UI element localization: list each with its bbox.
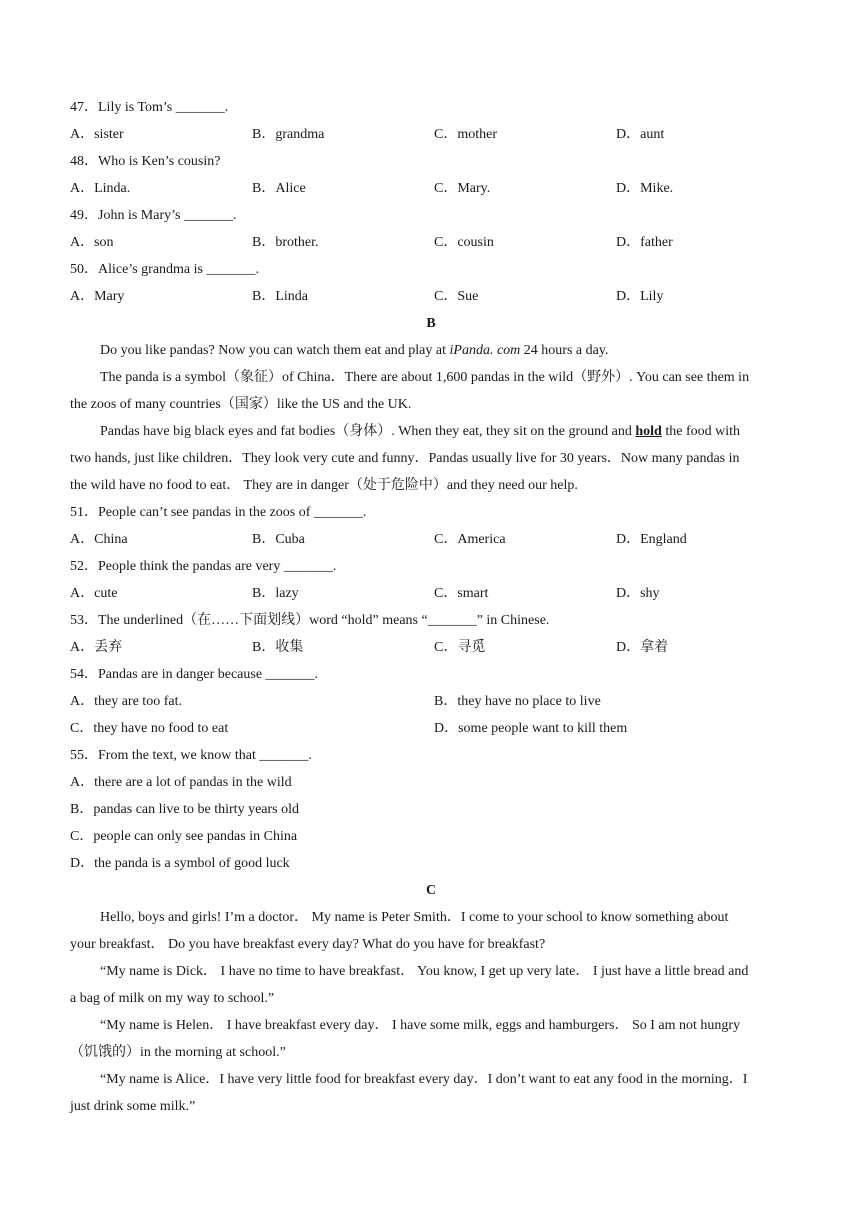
- option-c[interactable]: C．America: [434, 532, 506, 547]
- section-b-paragraph-3-line-3: the wild have no food to eat． They are in danger（处于危险中）and they need our help.: [70, 478, 578, 493]
- option-b[interactable]: B．pandas can live to be thirty years old: [70, 802, 299, 817]
- website-name: iPanda. com: [449, 343, 521, 358]
- paragraph-text: 24 hours a day.: [520, 343, 609, 358]
- option-b[interactable]: B．Cuba: [252, 532, 305, 547]
- option-b[interactable]: B．收集: [252, 640, 304, 655]
- question-48: [70, 148, 792, 202]
- section-b-paragraph-1: [70, 337, 792, 364]
- option-c[interactable]: C．mother: [434, 127, 497, 142]
- option-a[interactable]: A．China: [70, 532, 128, 547]
- option-b[interactable]: B．grandma: [252, 127, 325, 142]
- option-a[interactable]: A．there are a lot of pandas in the wild: [70, 775, 292, 790]
- option-d[interactable]: D．shy: [616, 586, 660, 601]
- option-b[interactable]: B．Alice: [252, 181, 306, 196]
- section-c-paragraph-2-line-1: “My name is Dick． I have no time to have breakfast． You know, I get up very late． I just have a little bread and: [100, 964, 749, 979]
- question-55: [70, 742, 792, 877]
- option-b[interactable]: B．brother.: [252, 235, 319, 250]
- paragraph-text: Pandas have big black eyes and fat bodies（身体）. When they eat, they sit on the ground and: [100, 424, 636, 439]
- option-d[interactable]: D．the panda is a symbol of good luck: [70, 856, 290, 871]
- option-row: [70, 526, 792, 553]
- question-50: [70, 256, 792, 310]
- option-d[interactable]: D．Lily: [616, 289, 664, 304]
- section-c-paragraph-4-line-1: “My name is Alice．I have very little food for breakfast every day．I don’t want to eat any food in the morning．I: [100, 1072, 748, 1087]
- option-a[interactable]: A．sister: [70, 127, 124, 142]
- section-c-paragraph-3-line-1: “My name is Helen． I have breakfast every day． I have some milk, eggs and hamburgers． So I am not hungry: [100, 1018, 741, 1033]
- option-row: [70, 688, 792, 715]
- paragraph-text: the food with: [661, 424, 740, 439]
- section-b-paragraph-3-line-1: [70, 418, 792, 445]
- option-b[interactable]: B．lazy: [252, 586, 299, 601]
- option-d[interactable]: D．some people want to kill them: [434, 721, 628, 736]
- underlined-word-hold: hold: [635, 424, 662, 439]
- question-stem: 50．Alice’s grandma is _______.: [70, 262, 259, 277]
- option-row: [70, 715, 792, 742]
- option-a[interactable]: A．they are too fat.: [70, 694, 182, 709]
- document-page: [70, 94, 792, 1120]
- option-b[interactable]: B．they have no place to live: [434, 694, 601, 709]
- option-a[interactable]: A．Linda.: [70, 181, 131, 196]
- question-stem: 48．Who is Ken’s cousin?: [70, 154, 221, 169]
- section-c-paragraph-3-line-2: （饥饿的）in the morning at school.”: [70, 1045, 286, 1060]
- section-c-paragraph-2-line-2: a bag of milk on my way to school.”: [70, 991, 275, 1006]
- option-c[interactable]: C．Mary.: [434, 181, 491, 196]
- question-51: [70, 499, 792, 553]
- question-stem: 51．People can’t see pandas in the zoos of _______.: [70, 505, 367, 520]
- question-47: [70, 94, 792, 148]
- section-b-paragraph-2-line-2: the zoos of many countries（国家）like the US and the UK.: [70, 397, 412, 412]
- option-a[interactable]: A．丢弃: [70, 640, 123, 655]
- option-row: [70, 121, 792, 148]
- option-a[interactable]: A．son: [70, 235, 114, 250]
- question-53: [70, 607, 792, 661]
- option-d[interactable]: D．Mike.: [616, 181, 674, 196]
- option-d[interactable]: D．father: [616, 235, 673, 250]
- option-d[interactable]: D．拿着: [616, 640, 669, 655]
- section-c-heading: C: [425, 883, 437, 898]
- option-row: [70, 175, 792, 202]
- option-d[interactable]: D．England: [616, 532, 687, 547]
- option-c[interactable]: C．people can only see pandas in China: [70, 829, 298, 844]
- question-stem: 52．People think the pandas are very _______.: [70, 559, 337, 574]
- question-52: [70, 553, 792, 607]
- option-row: [70, 634, 792, 661]
- option-a[interactable]: A．cute: [70, 586, 118, 601]
- section-b-paragraph-3-line-2: two hands, just like children．They look very cute and funny．Pandas usually live for 30 years．Now many pandas in: [70, 451, 740, 466]
- section-c-paragraph-1-line-1: Hello, boys and girls! I’m a doctor． My name is Peter Smith．I come to your school to know something about: [100, 910, 729, 925]
- option-row: [70, 580, 792, 607]
- option-b[interactable]: B．Linda: [252, 289, 308, 304]
- option-a[interactable]: A．Mary: [70, 289, 125, 304]
- section-b-heading: B: [426, 316, 436, 331]
- option-row: [70, 229, 792, 256]
- section-c-paragraph-4-line-2: just drink some milk.”: [70, 1099, 196, 1114]
- option-c[interactable]: C．they have no food to eat: [70, 721, 229, 736]
- question-stem: 47．Lily is Tom’s _______.: [70, 100, 229, 115]
- option-c[interactable]: C．cousin: [434, 235, 494, 250]
- question-stem: 49．John is Mary’s _______.: [70, 208, 237, 223]
- paragraph-text: Do you like pandas? Now you can watch them eat and play at: [100, 343, 450, 358]
- option-c[interactable]: C．寻觅: [434, 640, 486, 655]
- question-54: [70, 661, 792, 742]
- option-c[interactable]: C．Sue: [434, 289, 479, 304]
- question-49: [70, 202, 792, 256]
- section-c-paragraph-1-line-2: your breakfast． Do you have breakfast every day? What do you have for breakfast?: [70, 937, 546, 952]
- option-row: [70, 283, 792, 310]
- option-d[interactable]: D．aunt: [616, 127, 665, 142]
- question-stem: 54．Pandas are in danger because _______.: [70, 667, 319, 682]
- section-b-paragraph-2-line-1: The panda is a symbol（象征）of China．There are about 1,600 pandas in the wild（野外）. You can see them in: [100, 370, 750, 385]
- question-stem: 55．From the text, we know that _______.: [70, 748, 312, 763]
- question-stem: 53．The underlined（在……下面划线）word “hold” means “_______” in Chinese.: [70, 613, 550, 628]
- option-c[interactable]: C．smart: [434, 586, 489, 601]
